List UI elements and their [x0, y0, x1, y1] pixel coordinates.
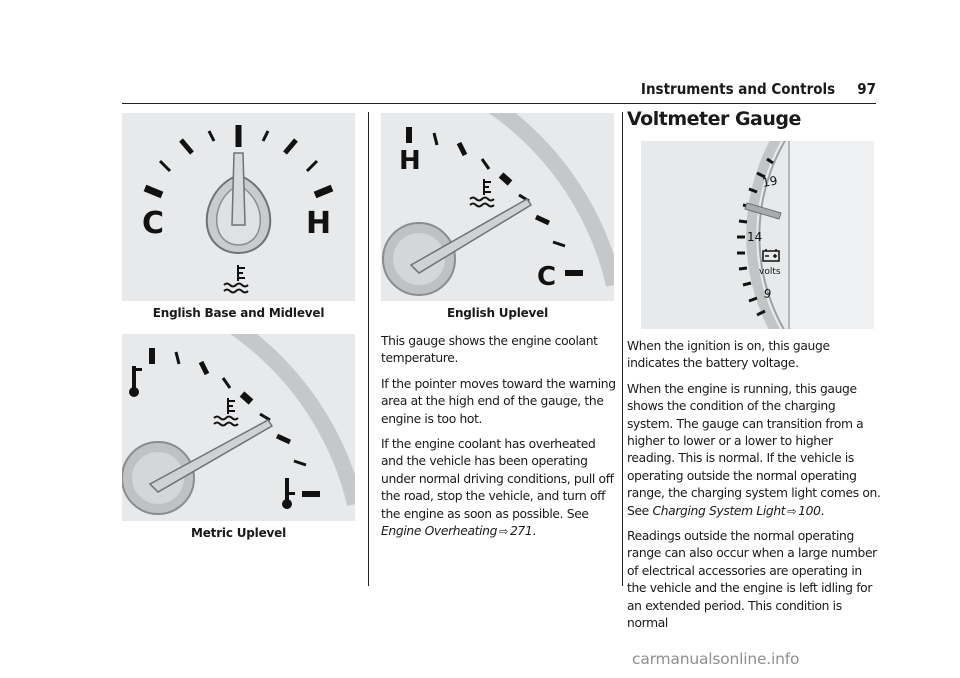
- coolant-temperature-icon: [470, 179, 494, 207]
- column-divider-left: [368, 112, 369, 586]
- voltmeter-paragraph-3: Readings outside the normal operating range can also occur when a large number of electrical accessories are operating in the vehicle and the engine is left idling for an extended period. This condition is normal: [627, 529, 877, 631]
- figure-voltmeter-gauge: [641, 141, 874, 329]
- voltmeter-mid-label: 14: [747, 230, 763, 244]
- engine-overheating-link[interactable]: Engine Overheating: [381, 524, 498, 539]
- caption-english-uplevel: English Uplevel: [446, 306, 549, 320]
- figure-english-base-gauge: [122, 113, 355, 301]
- coolant-gauge-description: [381, 333, 617, 548]
- caption-english-base: English Base and Midlevel: [152, 306, 325, 320]
- voltmeter-paragraph-2: [627, 381, 881, 520]
- voltmeter-paragraph-2-text: When the engine is running, this gauge shows the condition of the charging system. The gauge can transition from a higher to lower or a lower to higher reading. This is normal. If the vehicle is operating outside the normal operating range, the charging system light comes on. See: [627, 381, 881, 518]
- engine-overheating-page-ref[interactable]: 271: [509, 524, 533, 539]
- gauge-hot-label: H: [306, 206, 332, 241]
- page-reference-arrow-icon: ⇨: [787, 504, 797, 518]
- coolant-paragraph-1: This gauge shows the engine coolant temperature.: [381, 334, 598, 366]
- battery-icon: [763, 249, 779, 261]
- charging-system-light-page-ref[interactable]: 100: [798, 503, 821, 518]
- metric-uplevel-gauge-illustration: [122, 334, 355, 521]
- thermometer-icon: [129, 366, 142, 397]
- coolant-paragraph-3-end: .: [532, 524, 536, 539]
- coolant-paragraph-3-text: If the engine coolant has overheated and the vehicle has been operating under normal driving conditions, pull off the road, stop the vehicle, and turn off the engine as soon as possible. See: [381, 437, 614, 521]
- voltmeter-low-label: 9: [762, 286, 773, 302]
- header-section-title: Instruments and Controls: [640, 80, 836, 98]
- voltmeter-description: [627, 338, 881, 641]
- coolant-paragraph-3: [381, 436, 617, 540]
- voltmeter-unit-label: volts: [759, 267, 781, 277]
- gauge-cold-label: C: [537, 262, 557, 292]
- page-number: 97: [857, 80, 876, 98]
- watermark: carmanualsonline.info: [632, 650, 800, 668]
- figure-metric-uplevel-gauge: [122, 334, 355, 521]
- header-rule: [122, 103, 876, 104]
- english-base-gauge-illustration: [122, 113, 355, 301]
- caption-metric-uplevel: Metric Uplevel: [191, 526, 286, 540]
- figure-english-uplevel-gauge: [381, 113, 614, 301]
- voltmeter-paragraph-2-end: .: [820, 503, 825, 518]
- coolant-temperature-icon: [224, 265, 248, 293]
- coolant-temperature-icon: [214, 398, 238, 426]
- charging-system-light-link[interactable]: Charging System Light: [652, 503, 786, 518]
- voltmeter-section-title: Voltmeter Gauge: [627, 108, 801, 130]
- coolant-paragraph-2: If the pointer moves toward the warning area at the high end of the gauge, the engine is too hot.: [381, 376, 616, 426]
- voltmeter-gauge-illustration: [641, 141, 874, 329]
- gauge-hot-label: H: [399, 146, 421, 176]
- voltmeter-high-label: 19: [761, 173, 779, 190]
- column-divider-right: [622, 112, 623, 586]
- gauge-cold-label: C: [142, 206, 165, 241]
- thermometer-icon: [282, 478, 295, 509]
- page-reference-arrow-icon: ⇨: [499, 525, 508, 539]
- running-header: [620, 78, 876, 100]
- english-uplevel-gauge-illustration: [381, 113, 614, 301]
- voltmeter-paragraph-1: When the ignition is on, this gauge indicates the battery voltage.: [627, 339, 830, 371]
